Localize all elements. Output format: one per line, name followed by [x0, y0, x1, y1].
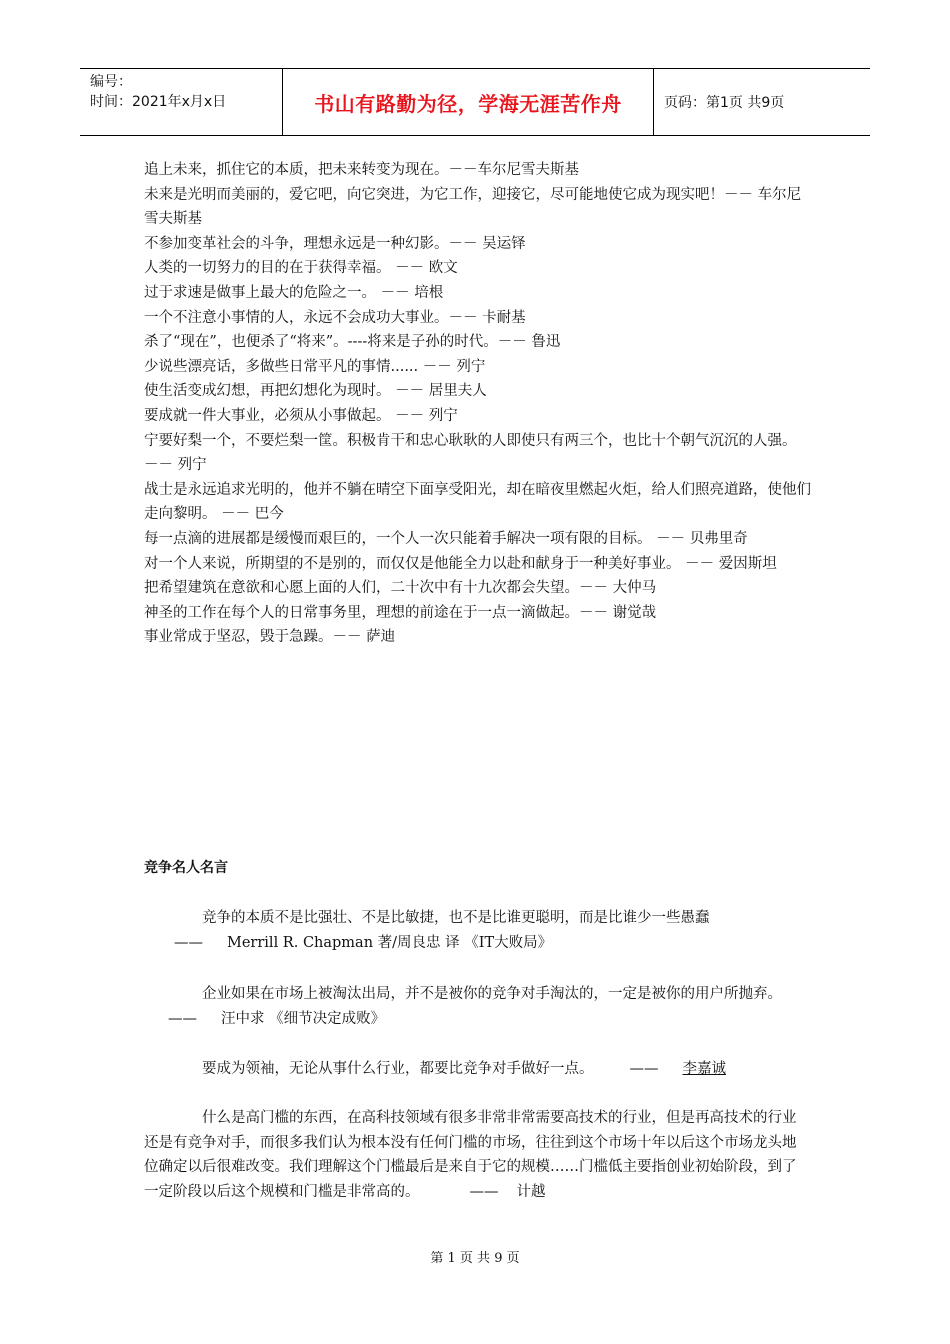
page-header — [80, 68, 870, 136]
quote-line: 把希望建筑在意欲和心愿上面的人们，二十次中有十九次都会失望。－－ 大仲马 — [144, 580, 657, 597]
header-meta — [80, 69, 282, 135]
quote-dash: —— — [469, 1183, 499, 1200]
quote-line: 不参加变革社会的斗争，理想永远是一种幻影。－－ 吴运铎 — [144, 235, 526, 252]
quote-text: 竞争的本质不是比强壮、不是比敏捷，也不是比谁更聪明，而是比谁少一些愚蠢 — [202, 910, 710, 926]
quote-line: 要成就一件大事业，必须从小事做起。 －－ 列宁 — [144, 407, 458, 424]
quote-dash: —— — [168, 1010, 197, 1027]
quote-source: 汪中求 《细节决定成败》 — [221, 1010, 386, 1027]
quote-text: 什么是高门槛的东西，在高科技领域有很多非常非常需要高技术的行业，但是再高技术的行业还是有竞争对手，而很多我们认为根本没有任何门槛的市场，往往到这个市场十年以后这个市场龙头地位确定以后很难改变。我们理解这个门槛最后是来自于它的规模……门槛低主要指创业初始阶段，到了一定阶段以后这个规模和门槛是非常高的。 — [144, 1110, 797, 1200]
quote-text: 要成为领袖，无论从事什么行业，都要比竞争对手做好一点。 — [202, 1061, 594, 1077]
quote-line: 神圣的工作在每个人的日常事务里，理想的前途在于一点一滴做起。－－ 谢觉哉 — [144, 604, 657, 621]
competition-quote-1 — [144, 906, 810, 955]
quote-line: 杀了“现在”，也便杀了“将来”。----将来是子孙的时代。－－ 鲁迅 — [144, 334, 561, 351]
quote-author: 计越 — [516, 1183, 546, 1200]
quote-author-link[interactable]: 李嘉诚 — [682, 1061, 726, 1077]
quotes-list — [144, 158, 814, 650]
competition-quote-2 — [144, 982, 810, 1031]
number-label: 编号： — [90, 74, 132, 90]
quote-line: 战士是永远追求光明的，他并不躺在晴空下面享受阳光，却在暗夜里燃起火炬，给人们照亮道路，使他们走向黎明。 －－ 巴今 — [144, 481, 811, 523]
competition-quote-4 — [144, 1106, 810, 1204]
quote-line: 一个不注意小事情的人，永远不会成功大事业。－－ 卡耐基 — [144, 309, 526, 326]
section-title: 竞争名人名言 — [144, 860, 228, 876]
quote-line: 宁要好梨一个，不要烂梨一筐。积极肯干和忠心耿耿的人即使只有两三个，也比十个朝气沉沉的人强。 －－ 列宁 — [144, 432, 797, 474]
quote-line: 每一点滴的进展都是缓慢而艰巨的，一个人一次只能着手解决一项有限的目标。 －－ 贝弗里奇 — [144, 530, 748, 547]
competition-quote-3 — [144, 1057, 810, 1082]
quote-line: 使生活变成幻想，再把幻想化为现时。 －－ 居里夫人 — [144, 383, 487, 400]
quote-dash: —— — [629, 1061, 659, 1077]
quote-line: 过于求速是做事上最大的危险之一。 －－ 培根 — [144, 284, 444, 301]
time-label: 时间：2021年x月x日 — [90, 94, 227, 110]
quote-source: Merrill R. Chapman 著/周良忠 译 《IT大败局》 — [227, 934, 553, 951]
quote-line: 人类的一切努力的目的在于获得幸福。 －－ 欧文 — [144, 260, 458, 277]
page-footer: 第 1 页 共 9 页 — [430, 1251, 520, 1266]
quote-line: 对一个人来说，所期望的不是别的，而仅仅是他能全力以赴和献身于一种美好事业。 －－ 爱因斯坦 — [144, 555, 777, 572]
header-page-info: 页码：第1页 共9页 — [664, 95, 785, 111]
header-motto: 书山有路勤为径，学海无涯苦作舟 — [282, 69, 654, 135]
quote-dash: —— — [174, 934, 203, 951]
quote-line: 追上未来，抓住它的本质，把未来转变为现在。－－车尔尼雪夫斯基 — [144, 162, 579, 178]
quote-line: 未来是光明而美丽的，爱它吧，向它突进，为它工作，迎接它，尽可能地使它成为现实吧！－－ 车尔尼雪夫斯基 — [144, 186, 802, 228]
quote-line: 事业常成于坚忍，毁于急躁。－－ 萨迪 — [144, 629, 396, 646]
quote-line: 少说些漂亮话，多做些日常平凡的事情...... －－ 列宁 — [144, 358, 486, 375]
quote-text: 企业如果在市场上被淘汰出局，并不是被你的竞争对手淘汰的，一定是被你的用户所抛弃。 — [202, 986, 782, 1002]
